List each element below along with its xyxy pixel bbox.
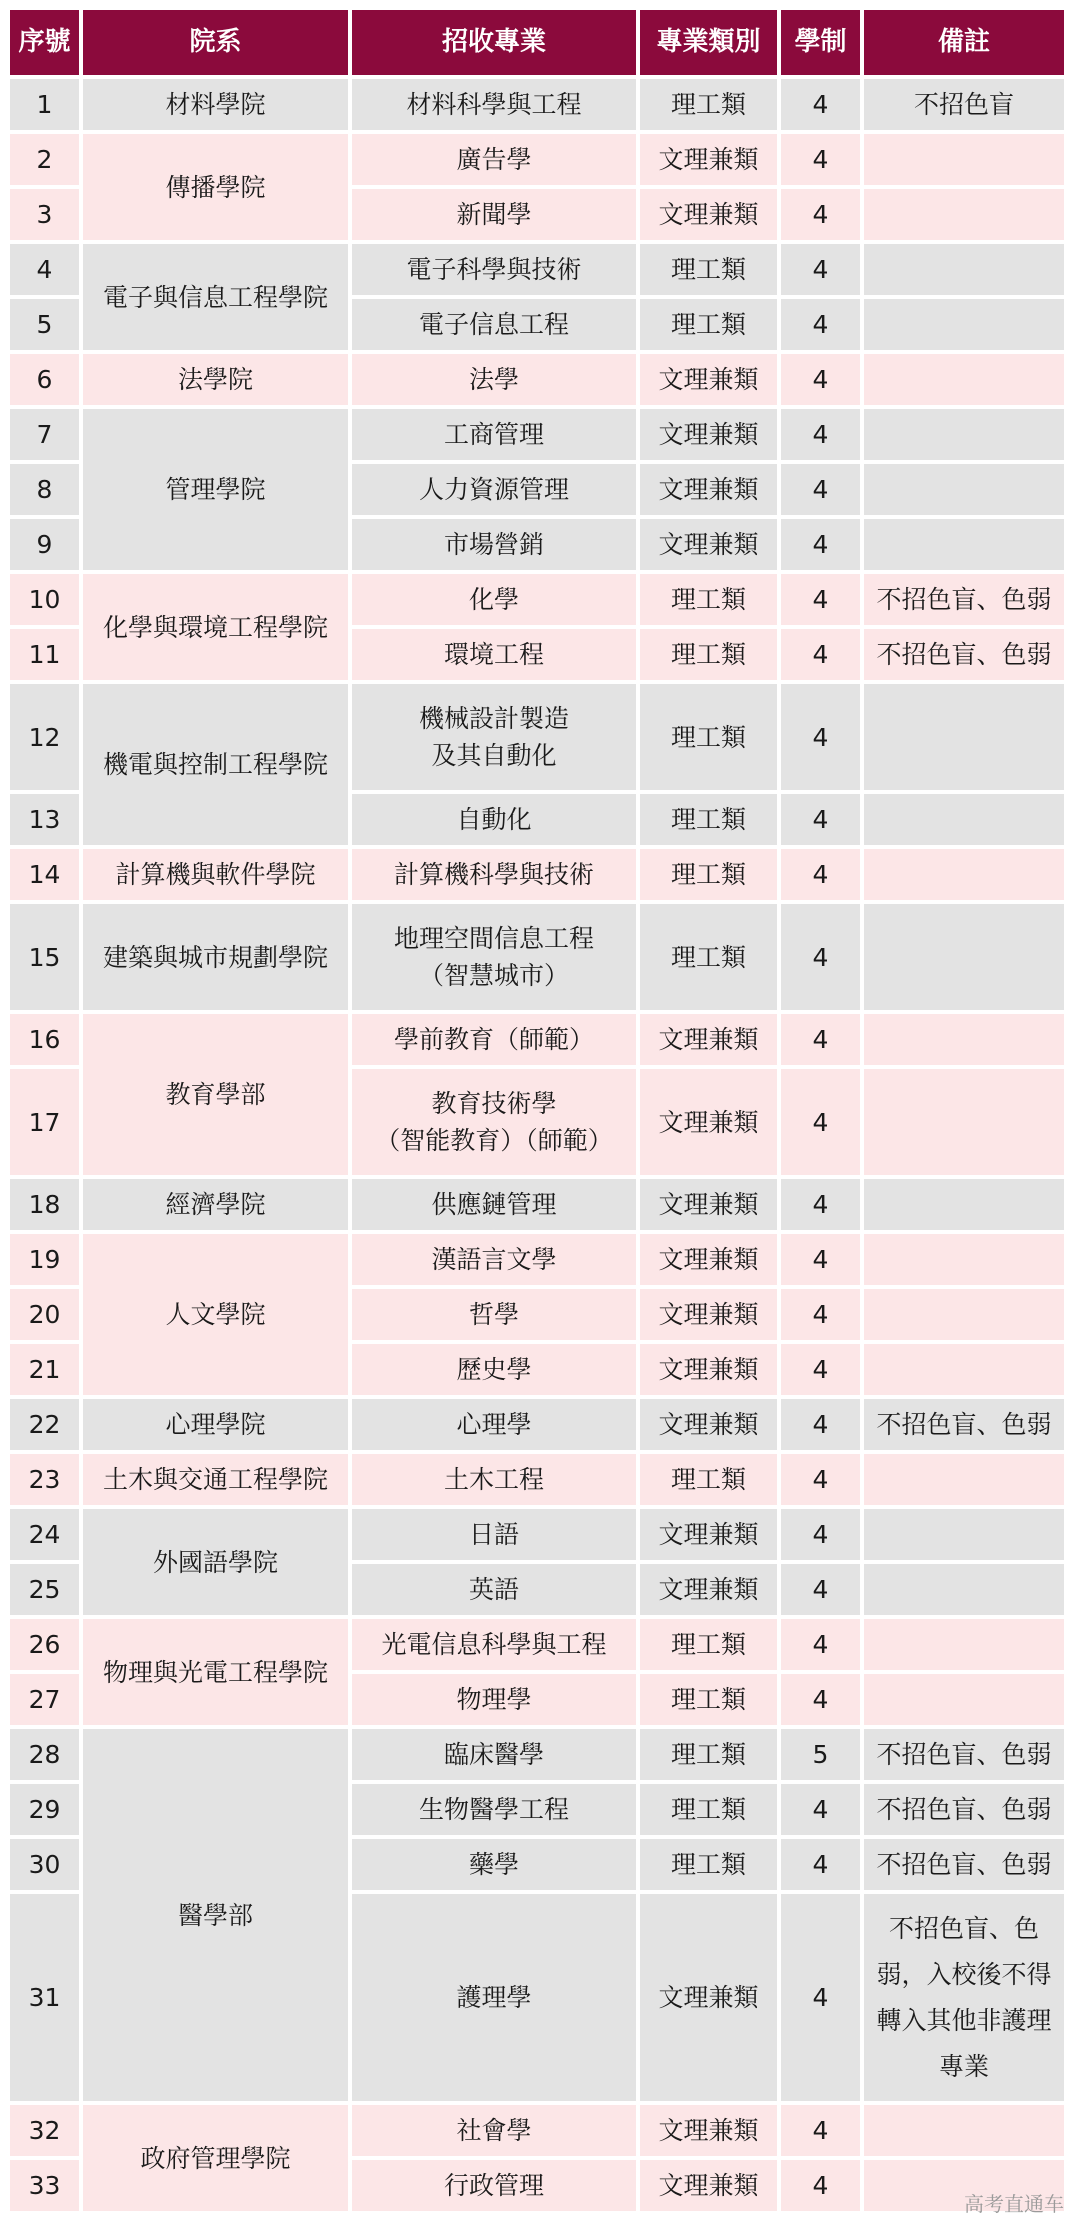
notes-cell: 不招色盲、色弱 [864, 629, 1064, 680]
major-cell: 行政管理 [352, 2160, 636, 2211]
major-category-cell: 理工類 [640, 1839, 777, 1890]
table-row [10, 1179, 1064, 1230]
serial-number-cell: 11 [10, 629, 79, 680]
major-cell: 機械設計製造 及其自動化 [352, 684, 636, 790]
serial-number-cell: 28 [10, 1729, 79, 1780]
major-cell: 學前教育（師範） [352, 1014, 636, 1065]
table-row [10, 1454, 1064, 1505]
serial-number-cell: 22 [10, 1399, 79, 1450]
notes-cell [864, 464, 1064, 515]
major-category-cell: 文理兼類 [640, 2105, 777, 2156]
major-cell: 臨床醫學 [352, 1729, 636, 1780]
major-cell: 自動化 [352, 794, 636, 845]
major-category-cell: 理工類 [640, 1674, 777, 1725]
table-row [10, 244, 1064, 295]
major-category-cell: 理工類 [640, 684, 777, 790]
major-category-cell: 文理兼類 [640, 1014, 777, 1065]
years-cell: 4 [781, 794, 860, 845]
serial-number-cell: 24 [10, 1509, 79, 1560]
serial-number-cell: 2 [10, 134, 79, 185]
major-cell: 土木工程 [352, 1454, 636, 1505]
department-cell: 醫學部 [83, 1729, 348, 2101]
serial-number-cell: 19 [10, 1234, 79, 1285]
years-cell: 4 [781, 244, 860, 295]
notes-cell [864, 684, 1064, 790]
years-cell: 4 [781, 1014, 860, 1065]
table-row [10, 409, 1064, 460]
table-row [10, 684, 1064, 790]
department-cell: 人文學院 [83, 1234, 348, 1395]
major-category-cell: 文理兼類 [640, 1289, 777, 1340]
major-category-cell: 文理兼類 [640, 134, 777, 185]
major-category-cell: 理工類 [640, 244, 777, 295]
notes-cell [864, 244, 1064, 295]
serial-number-cell: 14 [10, 849, 79, 900]
years-cell: 4 [781, 1344, 860, 1395]
serial-number-cell: 27 [10, 1674, 79, 1725]
serial-number-cell: 17 [10, 1069, 79, 1175]
major-category-cell: 理工類 [640, 1619, 777, 1670]
major-category-cell: 文理兼類 [640, 1399, 777, 1450]
years-cell: 4 [781, 1674, 860, 1725]
admissions-table-wrapper [10, 10, 1064, 2211]
years-cell: 4 [781, 904, 860, 1010]
serial-number-cell: 1 [10, 79, 79, 130]
major-category-cell: 理工類 [640, 629, 777, 680]
major-category-cell: 文理兼類 [640, 189, 777, 240]
department-cell: 計算機與軟件學院 [83, 849, 348, 900]
serial-number-cell: 32 [10, 2105, 79, 2156]
serial-number-cell: 20 [10, 1289, 79, 1340]
major-cell: 電子信息工程 [352, 299, 636, 350]
major-cell: 市場營銷 [352, 519, 636, 570]
notes-cell: 不招色盲、色弱 [864, 1839, 1064, 1890]
serial-number-cell: 12 [10, 684, 79, 790]
department-cell: 材料學院 [83, 79, 348, 130]
major-cell: 化學 [352, 574, 636, 625]
serial-number-cell: 21 [10, 1344, 79, 1395]
serial-number-cell: 23 [10, 1454, 79, 1505]
notes-cell [864, 2105, 1064, 2156]
major-category-cell: 理工類 [640, 1454, 777, 1505]
department-cell: 法學院 [83, 354, 348, 405]
major-cell: 廣告學 [352, 134, 636, 185]
serial-number-cell: 8 [10, 464, 79, 515]
notes-cell [864, 1234, 1064, 1285]
major-category-cell: 文理兼類 [640, 409, 777, 460]
major-cell: 物理學 [352, 1674, 636, 1725]
major-cell: 漢語言文學 [352, 1234, 636, 1285]
years-cell: 4 [781, 1069, 860, 1175]
major-category-cell: 文理兼類 [640, 1564, 777, 1615]
major-cell: 人力資源管理 [352, 464, 636, 515]
serial-number-cell: 5 [10, 299, 79, 350]
notes-cell [864, 1289, 1064, 1340]
department-cell: 機電與控制工程學院 [83, 684, 348, 845]
years-cell: 4 [781, 519, 860, 570]
years-cell: 4 [781, 1399, 860, 1450]
major-category-cell: 理工類 [640, 1784, 777, 1835]
major-cell: 日語 [352, 1509, 636, 1560]
notes-cell [864, 1454, 1064, 1505]
notes-cell [864, 189, 1064, 240]
notes-cell: 不招色盲、色弱 [864, 574, 1064, 625]
major-cell: 工商管理 [352, 409, 636, 460]
major-cell: 教育技術學 （智能教育）（師範） [352, 1069, 636, 1175]
major-category-cell: 理工類 [640, 849, 777, 900]
serial-number-cell: 15 [10, 904, 79, 1010]
watermark: 高考直通车 [964, 2192, 1064, 2216]
notes-cell [864, 1509, 1064, 1560]
major-cell: 光電信息科學與工程 [352, 1619, 636, 1670]
header-row [10, 10, 1064, 75]
notes-cell [864, 849, 1064, 900]
table-row [10, 1234, 1064, 1285]
table-row [10, 849, 1064, 900]
department-cell: 政府管理學院 [83, 2105, 348, 2211]
header-serial-number: 序號 [10, 10, 79, 75]
major-category-cell: 理工類 [640, 1729, 777, 1780]
major-category-cell: 文理兼類 [640, 1894, 777, 2101]
header-major: 招收專業 [352, 10, 636, 75]
major-cell: 電子科學與技術 [352, 244, 636, 295]
notes-cell: 不招色盲、色弱 [864, 1399, 1064, 1450]
notes-cell: 不招色盲、色弱，入校後不得轉入其他非護理專業 [864, 1894, 1064, 2101]
notes-cell: 不招色盲、色弱 [864, 1784, 1064, 1835]
major-category-cell: 文理兼類 [640, 1234, 777, 1285]
major-category-cell: 文理兼類 [640, 1344, 777, 1395]
serial-number-cell: 10 [10, 574, 79, 625]
serial-number-cell: 31 [10, 1894, 79, 2101]
years-cell: 4 [781, 354, 860, 405]
major-cell: 新聞學 [352, 189, 636, 240]
years-cell: 4 [781, 1784, 860, 1835]
header-department: 院系 [83, 10, 348, 75]
notes-cell [864, 519, 1064, 570]
notes-cell [864, 299, 1064, 350]
notes-cell: 不招色盲 [864, 79, 1064, 130]
major-category-cell: 理工類 [640, 794, 777, 845]
table-row [10, 1014, 1064, 1065]
major-cell: 護理學 [352, 1894, 636, 2101]
major-category-cell: 文理兼類 [640, 1509, 777, 1560]
notes-cell: 不招色盲、色弱 [864, 1729, 1064, 1780]
table-row [10, 354, 1064, 405]
major-cell: 計算機科學與技術 [352, 849, 636, 900]
years-cell: 4 [781, 134, 860, 185]
major-category-cell: 理工類 [640, 299, 777, 350]
years-cell: 4 [781, 1564, 860, 1615]
department-cell: 電子與信息工程學院 [83, 244, 348, 350]
department-cell: 土木與交通工程學院 [83, 1454, 348, 1505]
major-category-cell: 理工類 [640, 79, 777, 130]
serial-number-cell: 25 [10, 1564, 79, 1615]
notes-cell [864, 1344, 1064, 1395]
department-cell: 教育學部 [83, 1014, 348, 1175]
major-cell: 生物醫學工程 [352, 1784, 636, 1835]
admissions-table [6, 6, 1068, 2215]
years-cell: 4 [781, 2160, 860, 2211]
table-row [10, 1619, 1064, 1670]
years-cell: 4 [781, 1509, 860, 1560]
major-cell: 材料科學與工程 [352, 79, 636, 130]
serial-number-cell: 18 [10, 1179, 79, 1230]
major-cell: 哲學 [352, 1289, 636, 1340]
major-category-cell: 文理兼類 [640, 2160, 777, 2211]
years-cell: 4 [781, 2105, 860, 2156]
years-cell: 4 [781, 629, 860, 680]
major-category-cell: 理工類 [640, 904, 777, 1010]
department-cell: 經濟學院 [83, 1179, 348, 1230]
years-cell: 4 [781, 849, 860, 900]
table-row [10, 574, 1064, 625]
major-cell: 藥學 [352, 1839, 636, 1890]
serial-number-cell: 29 [10, 1784, 79, 1835]
major-cell: 地理空間信息工程 （智慧城市） [352, 904, 636, 1010]
years-cell: 5 [781, 1729, 860, 1780]
years-cell: 4 [781, 574, 860, 625]
major-category-cell: 文理兼類 [640, 354, 777, 405]
notes-cell [864, 1179, 1064, 1230]
table-row [10, 79, 1064, 130]
department-cell: 傳播學院 [83, 134, 348, 240]
years-cell: 4 [781, 1454, 860, 1505]
years-cell: 4 [781, 1179, 860, 1230]
serial-number-cell: 7 [10, 409, 79, 460]
serial-number-cell: 13 [10, 794, 79, 845]
major-category-cell: 理工類 [640, 574, 777, 625]
department-cell: 建築與城市規劃學院 [83, 904, 348, 1010]
notes-cell [864, 1674, 1064, 1725]
table-row [10, 1399, 1064, 1450]
notes-cell [864, 1069, 1064, 1175]
years-cell: 4 [781, 299, 860, 350]
years-cell: 4 [781, 1839, 860, 1890]
years-cell: 4 [781, 1289, 860, 1340]
serial-number-cell: 30 [10, 1839, 79, 1890]
notes-cell [864, 1619, 1064, 1670]
years-cell: 4 [781, 1234, 860, 1285]
major-cell: 環境工程 [352, 629, 636, 680]
years-cell: 4 [781, 79, 860, 130]
serial-number-cell: 3 [10, 189, 79, 240]
header-notes: 備註 [864, 10, 1064, 75]
years-cell: 4 [781, 409, 860, 460]
table-body [10, 79, 1064, 2211]
major-cell: 法學 [352, 354, 636, 405]
notes-cell [864, 1014, 1064, 1065]
notes-cell [864, 134, 1064, 185]
department-cell: 物理與光電工程學院 [83, 1619, 348, 1725]
department-cell: 外國語學院 [83, 1509, 348, 1615]
major-cell: 英語 [352, 1564, 636, 1615]
department-cell: 心理學院 [83, 1399, 348, 1450]
major-cell: 心理學 [352, 1399, 636, 1450]
major-category-cell: 文理兼類 [640, 519, 777, 570]
years-cell: 4 [781, 1894, 860, 2101]
header-major-category: 專業類別 [640, 10, 777, 75]
header-years: 學制 [781, 10, 860, 75]
serial-number-cell: 16 [10, 1014, 79, 1065]
years-cell: 4 [781, 1619, 860, 1670]
serial-number-cell: 26 [10, 1619, 79, 1670]
notes-cell [864, 794, 1064, 845]
major-category-cell: 文理兼類 [640, 464, 777, 515]
table-row [10, 2105, 1064, 2156]
years-cell: 4 [781, 684, 860, 790]
years-cell: 4 [781, 464, 860, 515]
major-cell: 歷史學 [352, 1344, 636, 1395]
table-row [10, 1509, 1064, 1560]
years-cell: 4 [781, 189, 860, 240]
serial-number-cell: 9 [10, 519, 79, 570]
serial-number-cell: 4 [10, 244, 79, 295]
notes-cell [864, 1564, 1064, 1615]
department-cell: 管理學院 [83, 409, 348, 570]
table-row [10, 1729, 1064, 1780]
notes-cell [864, 354, 1064, 405]
table-row [10, 134, 1064, 185]
major-cell: 社會學 [352, 2105, 636, 2156]
department-cell: 化學與環境工程學院 [83, 574, 348, 680]
notes-cell [864, 904, 1064, 1010]
major-cell: 供應鏈管理 [352, 1179, 636, 1230]
notes-cell [864, 409, 1064, 460]
table-row [10, 904, 1064, 1010]
major-category-cell: 文理兼類 [640, 1069, 777, 1175]
major-category-cell: 文理兼類 [640, 1179, 777, 1230]
serial-number-cell: 33 [10, 2160, 79, 2211]
serial-number-cell: 6 [10, 354, 79, 405]
